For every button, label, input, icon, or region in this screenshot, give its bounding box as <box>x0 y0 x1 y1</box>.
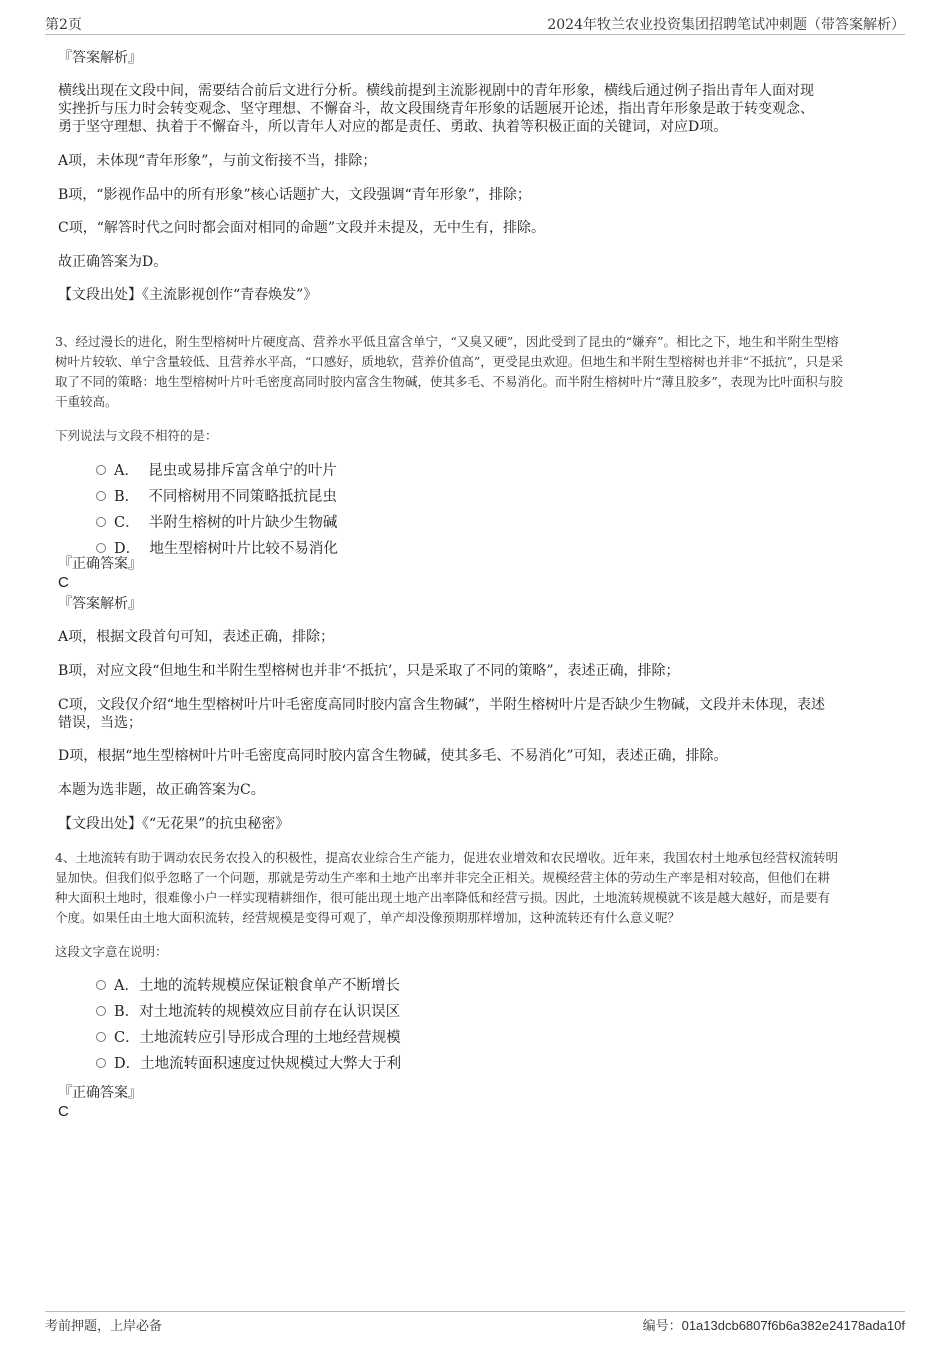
radio-button[interactable] <box>96 543 106 553</box>
option-letter: B． <box>114 489 140 505</box>
option-letter: A． <box>114 978 139 994</box>
q3-passage-line-3: 取了不同的策略：地生型榕树叶片叶毛密度高同时胶内富含生物碱，使其多毛、不易消化。而半附生榕树叶片“薄且胶多”，表现为比叶面积与胶 <box>55 374 843 389</box>
option-text: 半附生榕树的叶片缺少生物碱 <box>148 515 338 531</box>
page-header <box>45 14 905 35</box>
option-letter: A． <box>114 463 139 479</box>
q4-option-b[interactable] <box>96 1003 400 1021</box>
radio-button[interactable] <box>96 1058 106 1068</box>
option-letter: C． <box>114 515 140 531</box>
q4-passage-line-2: 显加快。但我们似乎忽略了一个问题，那就是劳动生产率和土地产出率并非完全正相关。规模经营主体的劳动生产率是相对较高，但他们在耕 <box>55 870 831 885</box>
q3-option-b-analysis: B项，对应文段“但地生和半附生型榕树也并非‘不抵抗’，只是采取了不同的策略”，表述正确，排除； <box>58 663 680 679</box>
q3-option-c[interactable] <box>96 514 337 532</box>
q2-conclusion: 故正确答案为D。 <box>58 254 168 270</box>
q3-answer: C <box>58 574 69 591</box>
footer-slogan: 考前押题，上岸必备 <box>45 1319 163 1334</box>
radio-button[interactable] <box>96 1006 106 1016</box>
q4-option-a[interactable] <box>96 977 400 995</box>
q3-source: 【文段出处】《“无花果”的抗虫秘密》 <box>58 816 290 832</box>
footer-code-value: 01a13dcb6807f6b6a382e24178ada10f <box>681 1318 905 1333</box>
q3-answer-heading: 『正确答案』 <box>58 556 142 572</box>
footer-code <box>643 1315 905 1334</box>
option-letter: D． <box>114 1056 141 1072</box>
radio-button[interactable] <box>96 980 106 990</box>
q2-analysis-line-3: 勇于坚守理想、执着于不懈奋斗，所以青年人对应的都是责任、勇敢、执着等积极正面的关键词，对应D项。 <box>58 119 728 135</box>
option-text: 地生型榕树叶片比较不易消化 <box>149 541 338 557</box>
radio-button[interactable] <box>96 465 106 475</box>
footer-code-label: 编号： <box>642 1319 682 1334</box>
radio-button[interactable] <box>96 1032 106 1042</box>
q2-analysis-line-1: 横线出现在文段中间，需要结合前后文进行分析。横线前提到主流影视剧中的青年形象，横线后通过例子指出青年人面对现 <box>58 83 814 99</box>
option-text: 土地流转应引导形成合理的土地经营规模 <box>139 1030 401 1046</box>
q3-option-a-analysis: A项，根据文段首句可知，表述正确，排除； <box>58 629 335 645</box>
q3-option-a[interactable] <box>96 462 337 480</box>
q3-option-b[interactable] <box>96 488 337 506</box>
option-text: 昆虫或易排斥富含单宁的叶片 <box>148 463 337 479</box>
option-text: 不同榕树用不同策略抵抗昆虫 <box>148 489 337 505</box>
radio-button[interactable] <box>96 517 106 527</box>
q2-source: 【文段出处】《主流影视创作“青春焕发”》 <box>58 287 318 303</box>
q2-option-a-analysis: A项，未体现“青年形象”，与前文衔接不当，排除； <box>58 153 377 169</box>
option-letter: C． <box>114 1030 140 1046</box>
q3-analysis-heading: 『答案解析』 <box>58 596 142 612</box>
q3-option-d-analysis: D项，根据“地生型榕树叶片叶毛密度高同时胶内富含生物碱，使其多毛、不易消化”可知，表述正确，排除。 <box>58 748 728 764</box>
q4-option-c[interactable] <box>96 1029 401 1047</box>
q2-analysis-heading: 『答案解析』 <box>58 50 142 66</box>
q3-option-c-analysis-line-1: C项，文段仅介绍“地生型榕树叶片叶毛密度高同时胶内富含生物碱”，半附生榕树叶片是否缺少生物碱，文段并未体现，表述 <box>58 697 826 713</box>
q3-conclusion: 本题为选非题，故正确答案为C。 <box>58 782 265 798</box>
q3-passage-line-1: 3、经过漫长的进化，附生型榕树叶片硬度高、营养水平低且富含单宁，“又臭又硬”，因此受到了昆虫的“嫌弃”。相比之下，地生和半附生型榕 <box>55 334 839 349</box>
document-title: 2024年牧兰农业投资集团招聘笔试冲刺题（带答案解析） <box>547 17 905 33</box>
q4-passage-line-4: 个度。如果任由土地大面积流转，经营规模是变得可观了，单产却没像预期那样增加，这种流转还有什么意义呢？ <box>55 910 681 925</box>
page-number: 第2页 <box>45 17 82 33</box>
page-footer <box>45 1311 905 1334</box>
q4-prompt: 这段文字意在说明： <box>55 944 168 959</box>
q4-passage-line-1: 4、土地流转有助于调动农民务农投入的积极性，提高农业综合生产能力，促进农业增效和农民增收。近年来，我国农村土地承包经营权流转明 <box>55 850 838 865</box>
option-text: 土地的流转规模应保证粮食单产不断增长 <box>138 978 400 994</box>
radio-button[interactable] <box>96 491 106 501</box>
q2-option-b-analysis: B项，“影视作品中的所有形象”核心话题扩大，文段强调“青年形象”，排除； <box>58 187 531 203</box>
option-letter: B． <box>114 1004 140 1020</box>
q4-answer-heading: 『正确答案』 <box>58 1085 142 1101</box>
q4-answer: C <box>58 1103 69 1120</box>
q2-analysis-line-2: 实挫折与压力时会转变观念、坚守理想、不懈奋斗，故文段围绕青年形象的话题展开论述，指出青年形象是敢于转变观念、 <box>58 101 814 117</box>
option-text: 对土地流转的规模效应目前存在认识误区 <box>139 1004 401 1020</box>
q3-passage-line-4: 干重较高。 <box>55 394 118 409</box>
q3-passage-line-2: 树叶片较软、单宁含量较低、且营养水平高，“口感好，质地软，营养价值高”，更受昆虫欢迎。但地生和半附生型榕树也并非“不抵抗”，只是采 <box>55 354 844 369</box>
option-text: 土地流转面积速度过快规模过大弊大于利 <box>140 1056 402 1072</box>
q2-option-c-analysis: C项，“解答时代之问时都会面对相同的命题”文段并未提及，无中生有，排除。 <box>58 220 546 236</box>
option-letter: D． <box>114 541 141 557</box>
q4-option-d[interactable] <box>96 1055 401 1073</box>
q3-prompt: 下列说法与文段不相符的是： <box>55 428 218 443</box>
q4-passage-line-3: 种大面积土地时，很难像小户一样实现精耕细作，很可能出现土地产出率降低和经营亏损。因此，土地流转规模就不该是越大越好，而是要有 <box>55 890 831 905</box>
q3-option-c-analysis-line-2: 错误，当选； <box>58 715 142 731</box>
